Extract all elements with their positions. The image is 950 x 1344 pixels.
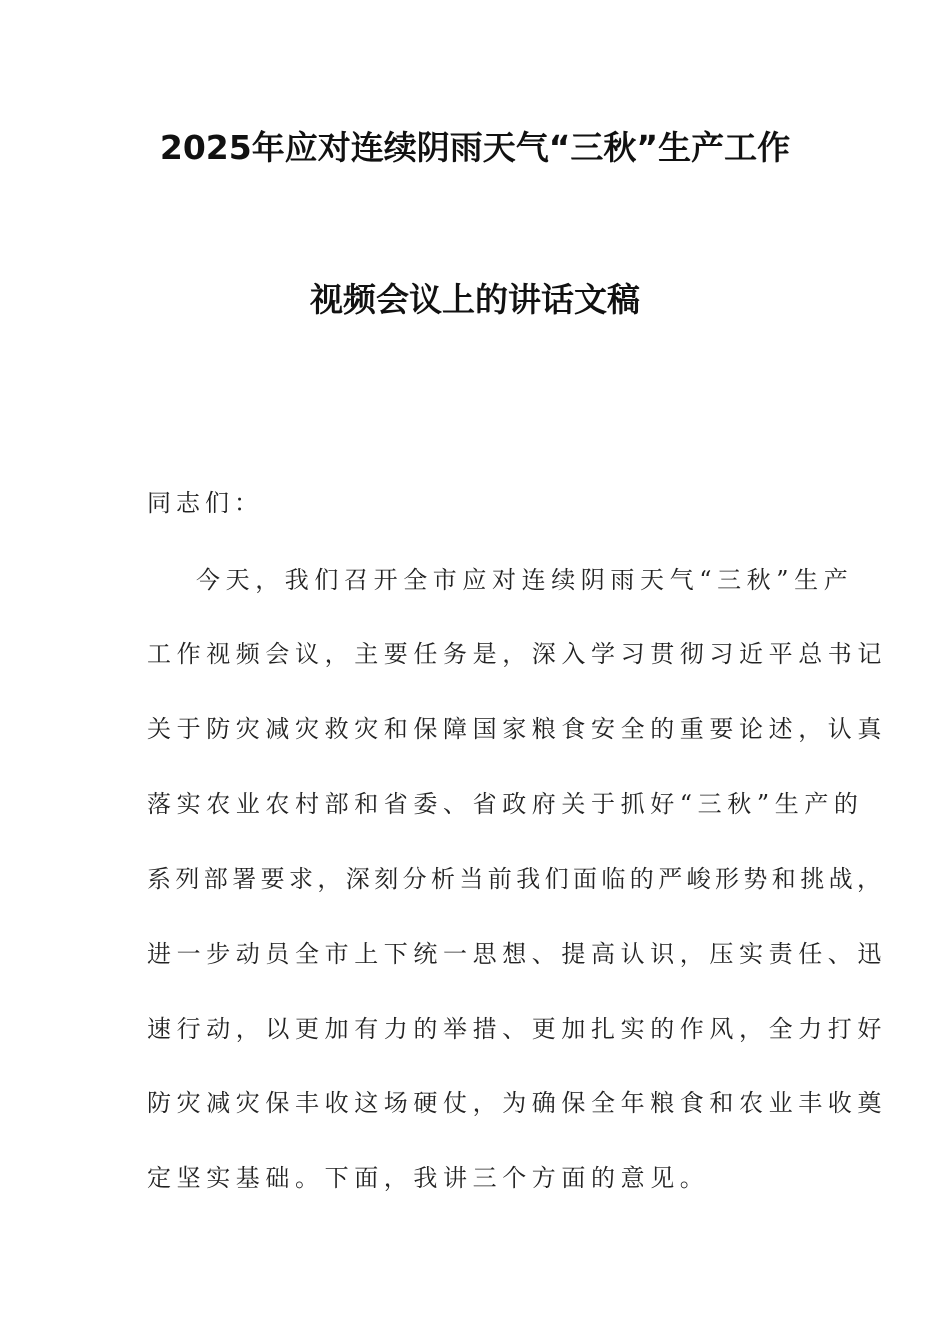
paragraph-line: 定坚实基础。下面，我讲三个方面的意见。 bbox=[147, 1164, 710, 1192]
paragraph-line: 防灾减灾保丰收这场硬仗，为确保全年粮食和农业丰收奠 bbox=[147, 1089, 887, 1117]
paragraph-line: 工作视频会议，主要任务是，深入学习贯彻习近平总书记 bbox=[147, 640, 887, 668]
paragraph-line: 进一步动员全市上下统一思想、提高认识，压实责任、迅 bbox=[147, 940, 887, 968]
document-title-line-1: 2025年应对连续阴雨天气“三秋”生产工作 bbox=[159, 128, 791, 167]
paragraph-line: 今天，我们召开全市应对连续阴雨天气“三秋”生产 bbox=[196, 566, 854, 594]
paragraph-line: 系列部署要求，深刻分析当前我们面临的严峻形势和挑战， bbox=[147, 865, 886, 893]
paragraph-line: 落实农业农村部和省委、省政府关于抓好“三秋”生产的 bbox=[147, 790, 864, 818]
paragraph-line: 速行动，以更加有力的举措、更加扎实的作风，全力打好 bbox=[147, 1015, 887, 1043]
paragraph-line: 关于防灾减灾救灾和保障国家粮食安全的重要论述，认真 bbox=[147, 715, 887, 743]
salutation: 同志们： bbox=[147, 489, 263, 517]
document-title-line-2: 视频会议上的讲话文稿 bbox=[310, 280, 640, 319]
